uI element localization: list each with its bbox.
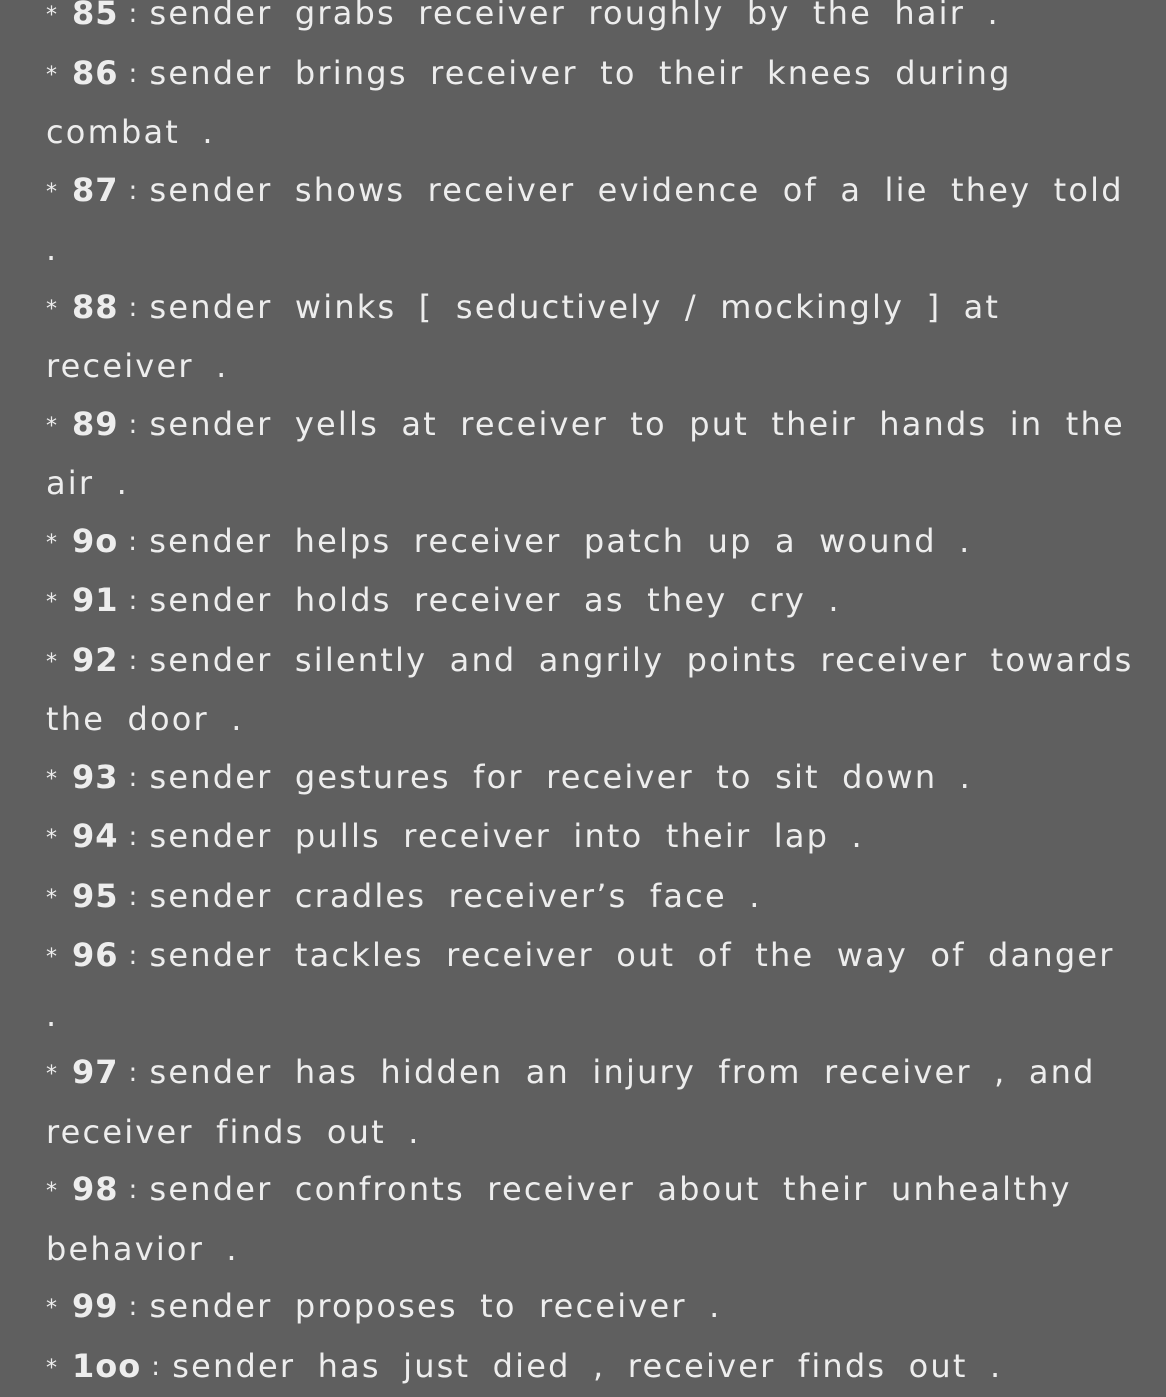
separator-colon: : — [129, 397, 140, 455]
prompt-text: sender yells at receiver to put their hands in the air . — [46, 405, 1125, 503]
prompt-item — [46, 868, 1146, 928]
separator-colon: : — [129, 809, 140, 867]
prompt-item — [46, 0, 1146, 45]
prompt-number: 89 — [72, 405, 119, 443]
prompt-item — [46, 1161, 1146, 1278]
bullet-asterisk: * — [46, 47, 72, 105]
separator-colon: : — [129, 750, 140, 808]
separator-colon: : — [129, 633, 140, 691]
bullet-asterisk: * — [46, 574, 72, 632]
prompt-number: 9o — [72, 522, 118, 560]
prompt-list — [46, 0, 1146, 1397]
prompt-number: 95 — [72, 877, 119, 915]
bullet-asterisk: * — [46, 0, 72, 45]
prompt-number: 97 — [72, 1053, 119, 1091]
prompt-number: 91 — [72, 581, 119, 619]
prompt-item — [46, 396, 1146, 513]
prompt-number: 98 — [72, 1170, 119, 1208]
prompt-text: sender cradles receiver’s face . — [150, 877, 762, 915]
separator-colon: : — [129, 46, 140, 104]
prompt-text: sender proposes to receiver . — [150, 1287, 722, 1325]
prompt-item — [46, 1278, 1146, 1338]
prompt-item — [46, 927, 1146, 1044]
prompt-item — [46, 513, 1146, 573]
separator-colon: : — [129, 928, 140, 986]
separator-colon: : — [129, 163, 140, 221]
separator-colon: : — [129, 1162, 140, 1220]
bullet-asterisk: * — [46, 1046, 72, 1104]
prompt-text: sender silently and angrily points receiver towards the door . — [46, 641, 1133, 739]
prompt-text: sender holds receiver as they cry . — [150, 581, 841, 619]
prompt-number: 85 — [72, 0, 119, 32]
prompt-item — [46, 45, 1146, 162]
prompt-item — [46, 808, 1146, 868]
bullet-asterisk: * — [46, 870, 72, 928]
prompt-number: 93 — [72, 758, 119, 796]
bullet-asterisk: * — [46, 515, 72, 573]
prompt-number: 94 — [72, 817, 119, 855]
prompt-text: sender tackles receiver out of the way of danger . — [46, 936, 1115, 1034]
prompt-item — [46, 162, 1146, 279]
bullet-asterisk: * — [46, 281, 72, 339]
bullet-asterisk: * — [46, 164, 72, 222]
prompt-text: sender has just died , receiver finds out . — [172, 1347, 1002, 1385]
separator-colon: : — [129, 1045, 140, 1103]
separator-colon: : — [129, 0, 140, 44]
prompt-text: sender shows receiver evidence of a lie they told . — [46, 171, 1124, 269]
bullet-asterisk: * — [46, 1340, 72, 1397]
bullet-asterisk: * — [46, 810, 72, 868]
prompt-number: 86 — [72, 54, 119, 92]
prompt-text: sender brings receiver to their knees during combat . — [46, 54, 1012, 152]
prompt-text: sender grabs receiver roughly by the hair . — [150, 0, 1000, 32]
prompt-text: sender gestures for receiver to sit down . — [150, 758, 973, 796]
separator-colon: : — [129, 280, 140, 338]
prompt-item — [46, 1044, 1146, 1161]
prompt-text: sender winks [ seductively / mockingly ] at receiver . — [46, 288, 1000, 386]
bullet-asterisk: * — [46, 1163, 72, 1221]
bullet-asterisk: * — [46, 929, 72, 987]
bullet-asterisk: * — [46, 751, 72, 809]
prompt-item — [46, 279, 1146, 396]
prompt-number: 1oo — [72, 1347, 141, 1385]
prompt-item — [46, 572, 1146, 632]
separator-colon: : — [129, 573, 140, 631]
prompt-item — [46, 749, 1146, 809]
prompt-text: sender pulls receiver into their lap . — [150, 817, 864, 855]
bullet-asterisk: * — [46, 634, 72, 692]
separator-colon: : — [128, 514, 139, 572]
prompt-number: 88 — [72, 288, 119, 326]
separator-colon: : — [129, 1279, 140, 1337]
prompt-number: 92 — [72, 641, 119, 679]
prompt-item — [46, 632, 1146, 749]
prompt-number: 87 — [72, 171, 119, 209]
separator-colon: : — [129, 869, 140, 927]
prompt-text: sender has hidden an injury from receiver , and receiver finds out . — [46, 1053, 1096, 1151]
prompt-text: sender confronts receiver about their unhealthy behavior . — [46, 1170, 1072, 1268]
prompt-number: 99 — [72, 1287, 119, 1325]
prompt-number: 96 — [72, 936, 119, 974]
bullet-asterisk: * — [46, 1280, 72, 1338]
prompt-item — [46, 1338, 1146, 1397]
prompt-text: sender helps receiver patch up a wound . — [149, 522, 971, 560]
bullet-asterisk: * — [46, 398, 72, 456]
separator-colon: : — [151, 1339, 162, 1397]
